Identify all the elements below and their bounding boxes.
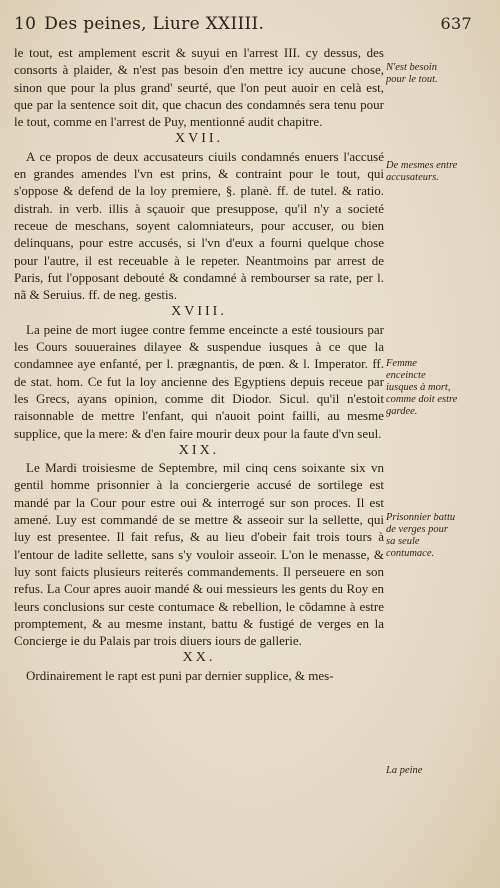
running-header [14, 14, 472, 34]
folio-number: 10 [14, 14, 37, 34]
margin-note-2: De mesmes entre accusateurs. [386, 160, 458, 183]
paragraph-18: La peine de mort iugee contre femme enceincte a esté tousiours par les Cours souueraines dilayee & suspendue iusques à ce que la condamnee aye enfanté, per l. prægnantis, de pœn. & l. Imperator. ff. de stat. hom. Ce fut la loy ancienne des Egyptiens depuis receue par les Grecs, ayans opinion, comme dit Diodor. Sicul. qu'il n'estoit raisonnable de mettre l'enfant, qui n'auoit point failli, au mesme supplice, que la mere: & d'en faire mourir deux pour la faute d'vn seul. [14, 321, 384, 441]
paragraph-19: Le Mardi troisiesme de Septembre, mil cinq cens soixante six vn gentil homme prisonnier à la conciergerie accusé de sortilege est mandé par la Cour pour estre oui & interrogé sur son proces. Il est amené. Luy est commandé de se mettre & asseoir sur la sellette, qui luy est presentee. Il fait refus, & au lieu d'obeir fait trois tours à l'entour de ladite sellette, sans s'y vouloir asseoir. L'on le menasse, & luy sont faicts plusieurs reiterés commandements. Il perseuere en son refus. La Cour apres auoir mandé & oui messieurs les gents du Roy en leurs conclusions sur ceste contumace & rebellion, le cõdamne à estre promptement, & au mesme instant, battu & fustigé de verges en la Concierge ie du Palais par trois diuers iours de gallerie. [14, 460, 384, 649]
section-heading-20: XX. [182, 650, 216, 666]
section-heading-17: XVII. [174, 131, 224, 147]
margin-note-3: Femme enceincte iusques à mort, comme doit estre gardee. [386, 358, 458, 417]
page-signature: 637 [440, 14, 472, 33]
main-text-column [14, 44, 384, 684]
paragraph-17: A ce propos de deux accusateurs ciuils condamnés enuers l'accusé en grandes amendes l'vn est prins, & contraint pour le tout, qui s'oppose & defend de la loy premiere, §. planè. ff. de tutel. & ratio. distrah. in verb. illis à sçauoir que presuppose, qu'il n'y a societé receue de meschans, soyent calomniateurs, pour accuser, ou bien delinquans, pour estre accusés, si l'vn d'eux a fourni quelque chose pour l'autre, il est receuable à le repeter. Neantmoins par arrest de Paris, fut l'opposant debouté & condamné à rembourser sa rate, per l. nã & Seruius. ff. de neg. gestis. [14, 148, 384, 303]
margin-note-4: Prisonnier battu de verges pour sa seule contumace. [386, 512, 456, 559]
section-heading-19: XIX. [178, 442, 220, 458]
paragraph-20: Ordinairement le rapt est puni par dernier supplice, & mes- [26, 667, 334, 683]
running-title: Des peines, Liure XXIIII. [44, 14, 265, 34]
paragraph-intro: le tout, est amplement escrit & suyui en l'arrest III. cy dessus, des consorts à plaider, & n'est pas besoin d'en mettre icy aucune chose, sinon que pour la plus grand' seurté, que l'on peut auoir en celà est, que par la sentence soit dit, que chacun des condamnés sera tenu pour le tout, comme en l'arrest de Puy, mentionné audit chapitre. [14, 45, 384, 130]
margin-note-1: N'est besoin pour le tout. [386, 62, 438, 85]
section-heading-18: XVIII. [171, 304, 227, 320]
margin-note-5: La peine [386, 765, 423, 776]
